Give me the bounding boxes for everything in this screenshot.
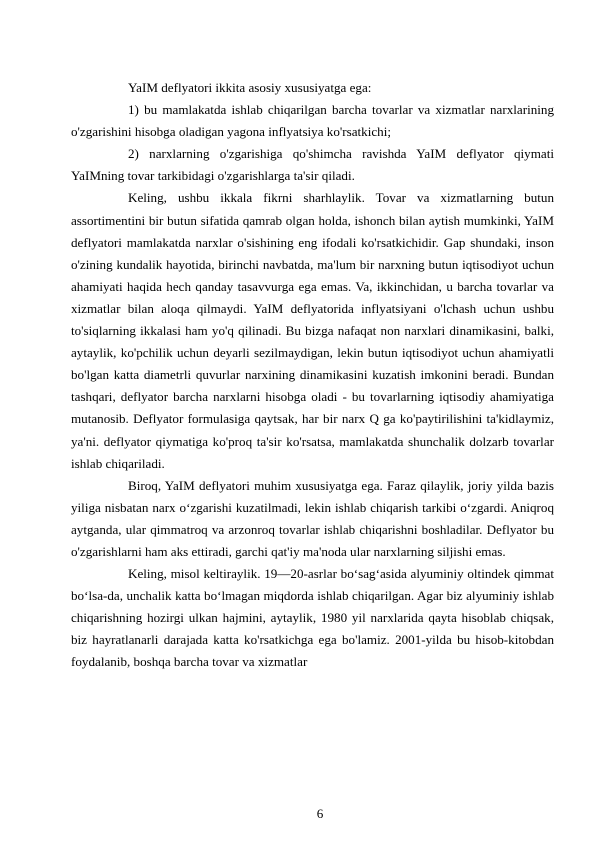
paragraph-1: YaIM deflyatori ikkita asosiy xususiyatga ega: xyxy=(128,80,372,95)
paragraph-6: Keling, misol keltiraylik. 19—20-asrlar bo‘sag‘asida alyuminiy oltindek qimmat bo‘lsa-da, unchalik katta bo‘lmagan miqdorda ishlab chiqarilgan. Agar biz alyuminiy ishlab chiqarishning hozirgi ulkan hajmini, aytaylik, 1980 yil narxlarida qayta hisoblab chiqsak, biz hayratlanarli darajada katta ko'rsatkichga ega bo'lamiz. 2001-yilda bu hisob-kitobdan foydalanib, boshqa barcha tovar va xizmatlar xyxy=(71,566,554,670)
paragraph-3: 2) narxlarning o'zgarishiga qo'shimcha ravishda YaIM deflyator qiymati YaIMning tovar tarkibidagi o'zgarishlarga ta'sir qiladi. xyxy=(71,146,554,184)
paragraph-5: Biroq, YaIM deflyatori muhim xususiyatga ega. Faraz qilaylik, joriy yilda bazis yiliga nisbatan narx o‘zgarishi kuzatilmadi, lekin ishlab chiqarish tarkibi o‘zgardi. Aniqroq aytganda, ular qimmatroq va arzonroq tovarlar ishlab chiqarishni boshladilar. Deflyator bu o'zgarishlarni ham aks ettiradi, garchi qat'iy ma'noda ular narxlarning siljishi emas. xyxy=(71,477,554,559)
page-number: 6 xyxy=(316,806,324,821)
document-body xyxy=(71,77,554,674)
paragraph-4: Keling, ushbu ikkala fikrni sharhlaylik. Tovar va xizmatlarning butun assortimentini bir butun sifatida qamrab olgan holda, ishonch bilan aytish mumkinki, YaIM deflyatori mamlakatda narxlar o'sishining eng ifodali ko'rsatkichidir. Gap shundaki, inson o'zining kundalik hayotida, birinchi navbatda, ma'lum bir narxning butun iqtisodiyot uchun ahamiyati haqida hech qanday tasavvurga ega emas. Va, ikkinchidan, u barcha tovarlar va xizmatlar bilan aloqa qilmaydi. YaIM deflyatorida inflyatsiyani o'lchash uchun ushbu to'siqlarning ikkalasi ham yo'q qilinadi. Bu bizga nafaqat non narxlari dinamikasini, balki, aytaylik, ko'pchilik uchun deyarli sezilmaydigan, lekin butun iqtisodiyot uchun ahamiyatli bo'lgan katta diametrli quvurlar narxining dinamikasini kuzatish imkonini beradi. Bundan tashqari, deflyator barcha narxlarni hisobga oladi - bu tovarlarning iqtisodiy ahamiyatiga mutanosib. Deflyator formulasiga qaytsak, har bir narx Q ga ko'paytirilishini ta'kidlaymiz, ya'ni. deflyator qiymatiga ko'proq ta'sir ko'rsatsa, mamlakatda shunchalik dolzarb tovarlar ishlab chiqariladi. xyxy=(71,190,554,471)
paragraph-2: 1) bu mamlakatda ishlab chiqarilgan barcha tovarlar va xizmatlar narxlarining o'zgarishini hisobga oladigan yagona inflyatsiya ko'rsatkichi; xyxy=(71,102,554,140)
